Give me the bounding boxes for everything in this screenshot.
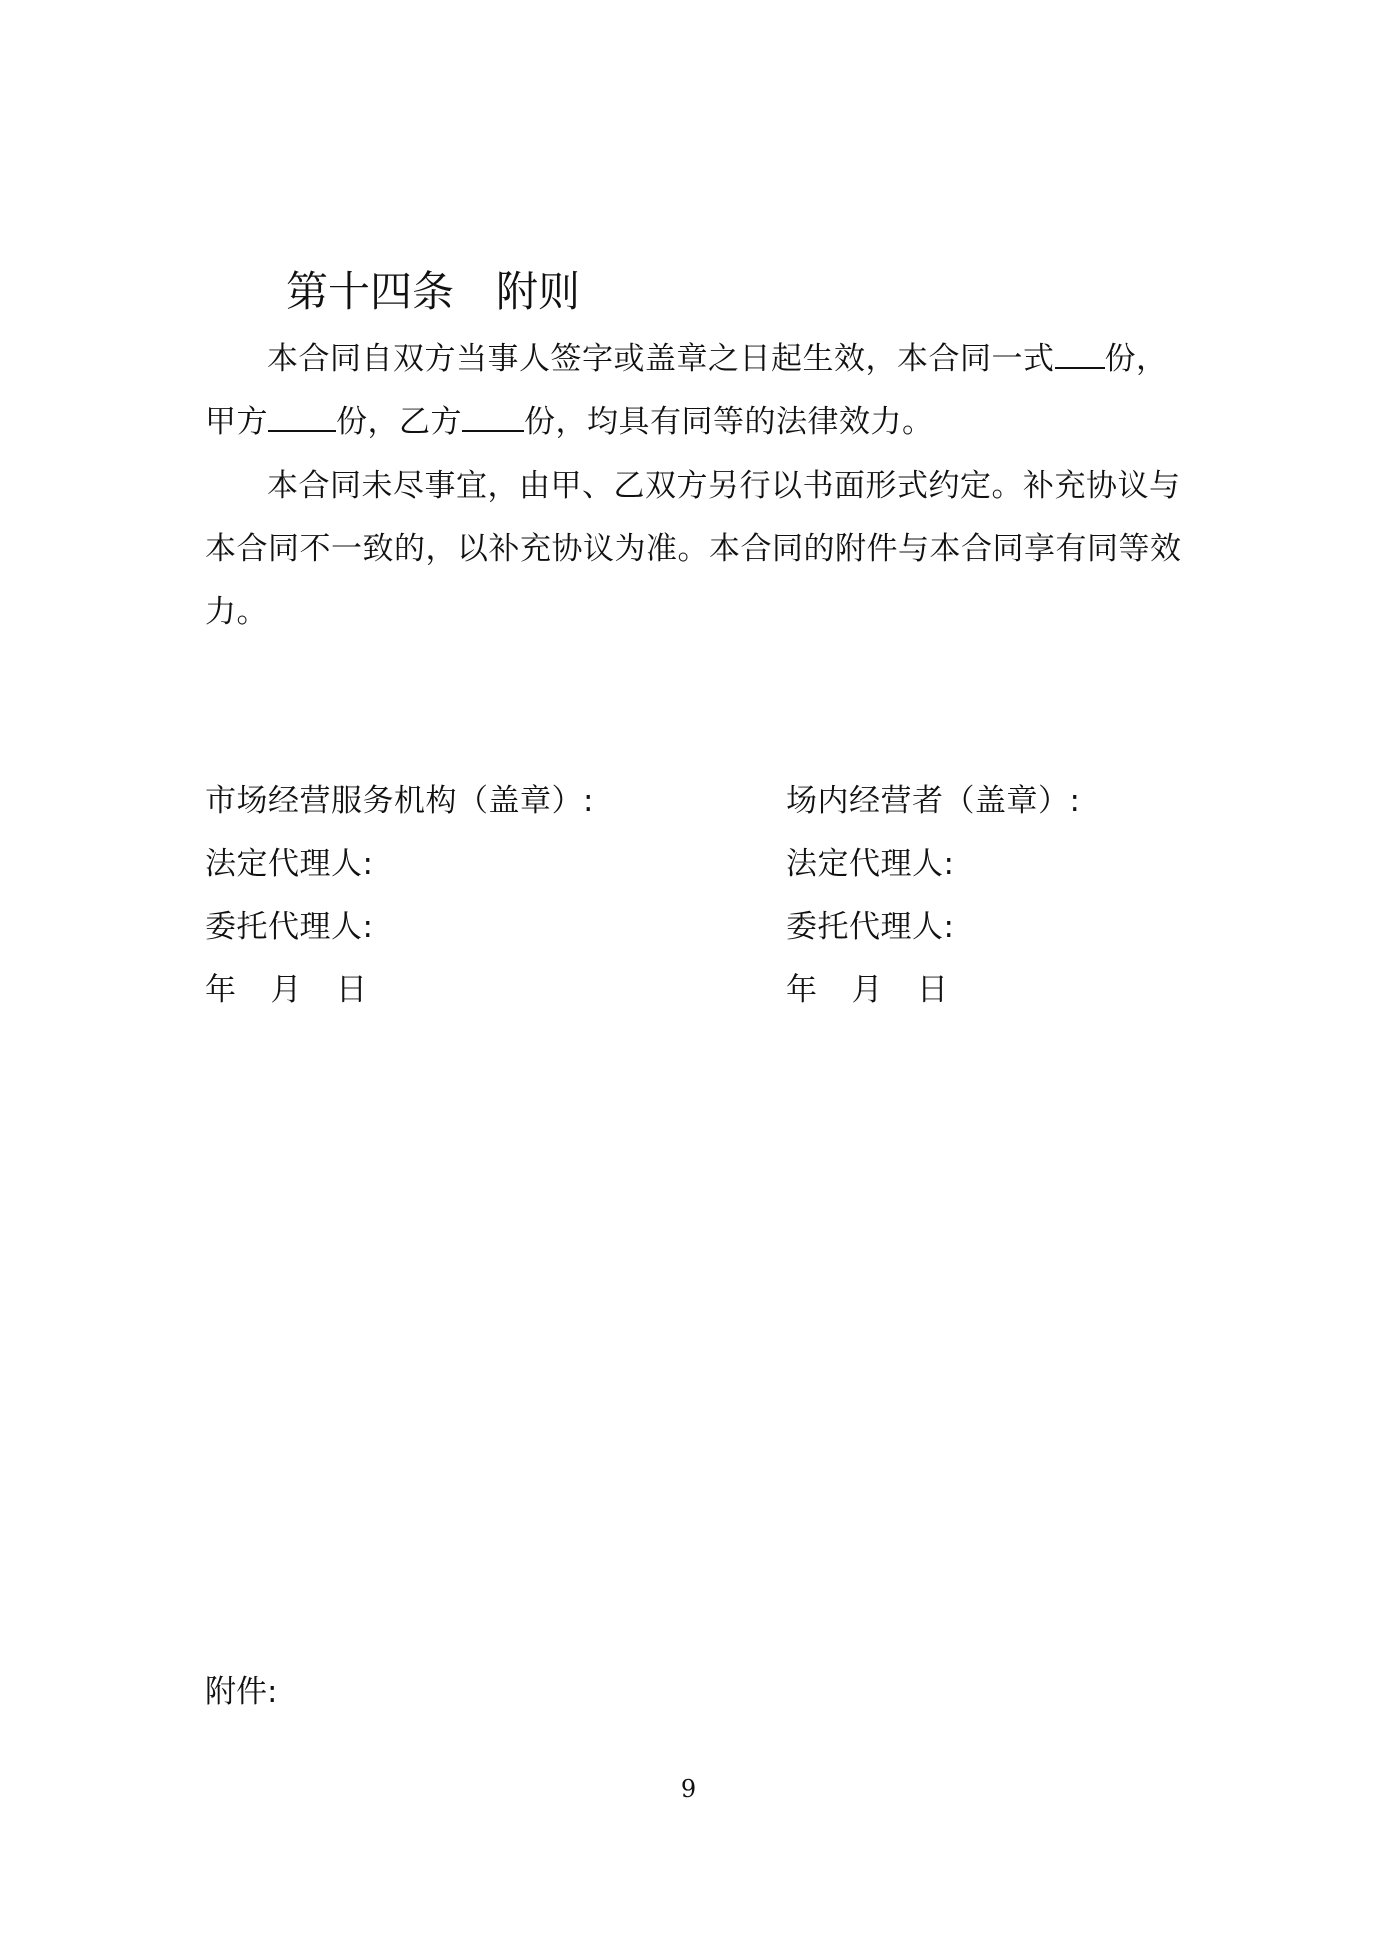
left-legal-rep-label: 法定代理人:: [205, 846, 374, 882]
right-date-line: [786, 959, 1080, 1022]
right-legal-rep-label: 法定代理人:: [786, 846, 955, 882]
paragraph1-part1: 本合同自双方当事人签字或盖章之日起生效，本合同一式: [267, 341, 1055, 377]
paragraph1-part2: 份，甲方: [205, 341, 1168, 440]
copies-party-a-blank: [268, 404, 336, 432]
right-party-label: 场内经营者（盖章）:: [786, 783, 1081, 819]
left-year-label: 年: [205, 972, 237, 1008]
signature-block-left: [205, 770, 594, 1022]
article-title: 附则: [496, 267, 581, 316]
paragraph-supplementary: 本合同未尽事宜，由甲、乙双方另行以书面形式约定。补充协议与本合同不一致的，以补充协议为准。本合同的附件与本合同享有同等效力。: [205, 468, 1182, 630]
left-agent-label: 委托代理人:: [205, 909, 374, 945]
paragraph1-part4: 份，均具有同等的法律效力。: [524, 404, 934, 440]
article-heading: [286, 262, 580, 322]
left-party-label: 市场经营服务机构（盖章）:: [205, 783, 594, 819]
paragraph1-part3: 份，乙方: [336, 404, 462, 440]
paragraph-effectiveness: [205, 328, 1195, 454]
attachment-label: 附件:: [205, 1674, 278, 1710]
left-month-label: 月: [270, 972, 302, 1008]
right-month-label: 月: [851, 972, 883, 1008]
right-year-label: 年: [786, 972, 818, 1008]
left-date-line: [205, 959, 594, 1022]
copies-total-blank: [1055, 341, 1105, 369]
signature-block-right: [786, 770, 1080, 1022]
left-day-label: 日: [336, 972, 368, 1008]
page-number: 9: [680, 1775, 697, 1803]
right-agent-label: 委托代理人:: [786, 909, 955, 945]
right-day-label: 日: [917, 972, 949, 1008]
article-number: 第十四条: [286, 267, 455, 316]
copies-party-b-blank: [462, 404, 524, 432]
